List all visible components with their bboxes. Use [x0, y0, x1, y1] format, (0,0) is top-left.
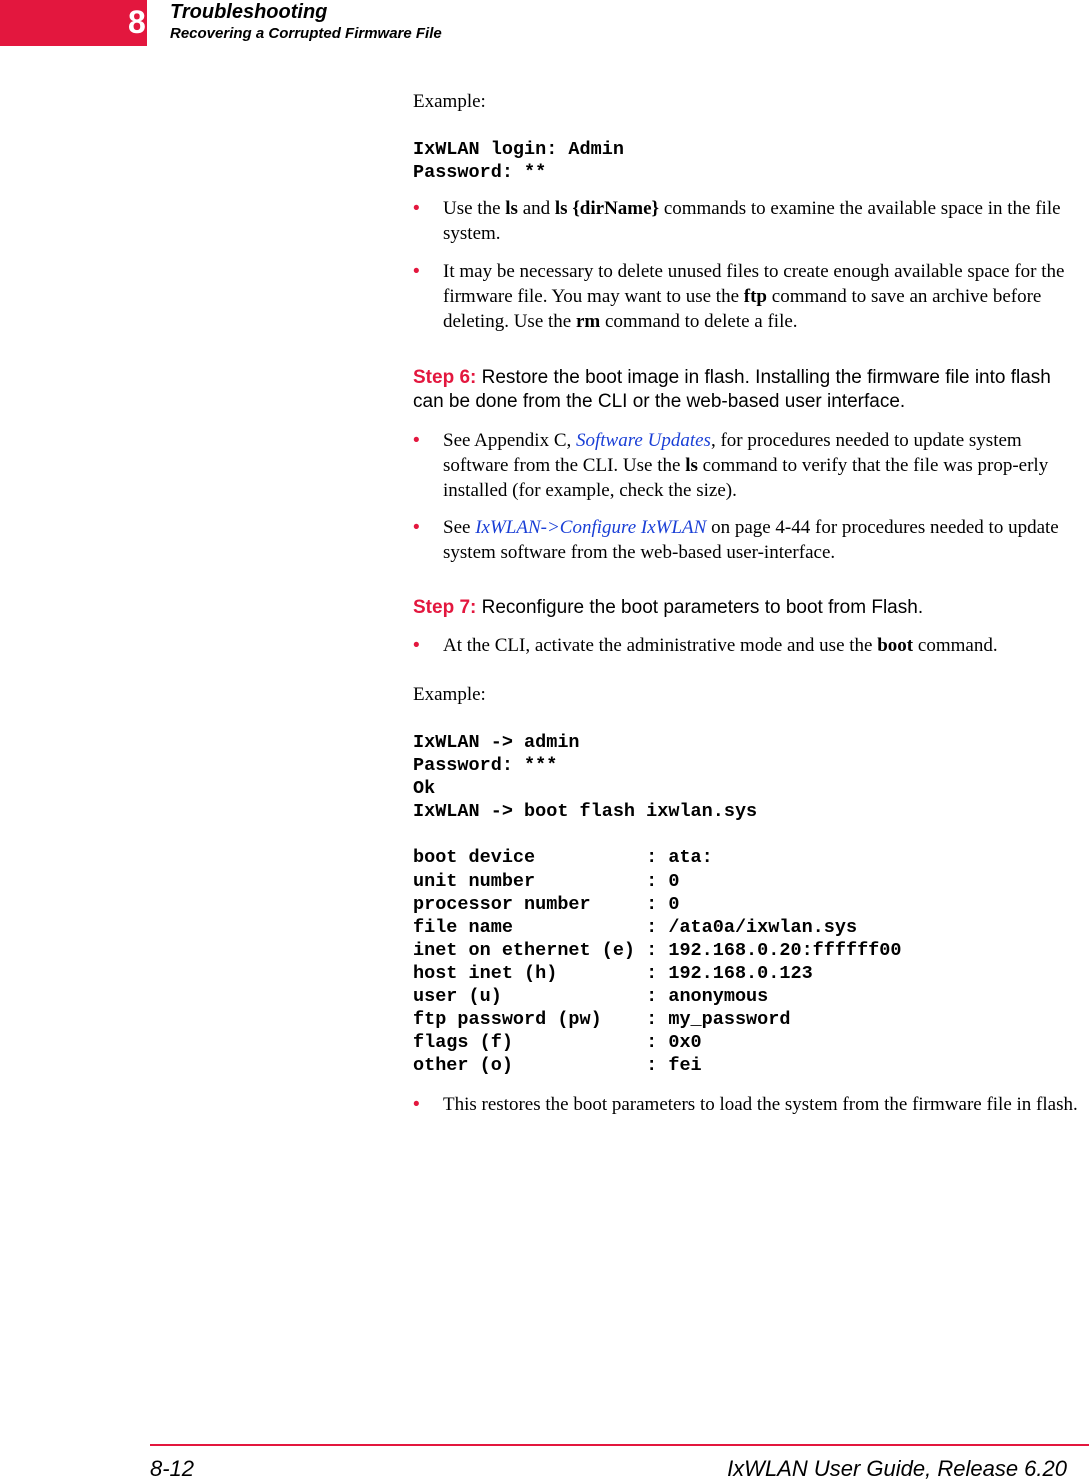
- example-label: Example:: [413, 91, 486, 112]
- list-item: • It may be necessary to delete unused files to create enough available space for the firmware file. You may want to use the ftp command to save an archive before deleting. Use the rm command to delete a file.: [413, 261, 1065, 332]
- software-updates-link[interactable]: Software Updates: [576, 430, 711, 451]
- list-item: • At the CLI, activate the administrative mode and use the boot command.: [413, 635, 998, 656]
- bullet-icon: •: [413, 635, 420, 656]
- chapter-tab: [0, 0, 147, 46]
- configure-ixwlan-link[interactable]: IxWLAN->Configure IxWLAN: [475, 517, 707, 538]
- list-item: • Use the ls and ls {dirName} commands to examine the available space in the file system.: [413, 198, 1061, 244]
- chapter-number: 8: [128, 4, 146, 40]
- footer-divider: [150, 1444, 1089, 1446]
- bullet-icon: •: [413, 1094, 420, 1115]
- header-title: Troubleshooting: [170, 1, 328, 23]
- list-item: • See IxWLAN->Configure IxWLAN on page 4-44 for procedures needed to update system software from the web-based user-interface.: [413, 517, 1059, 563]
- bullet-icon: •: [413, 261, 420, 282]
- guide-title: IxWLAN User Guide, Release 6.20: [727, 1456, 1067, 1481]
- bullet-icon: •: [413, 517, 420, 538]
- list-item: • This restores the boot parameters to load the system from the firmware file in flash.: [413, 1094, 1078, 1115]
- step-heading: Step 7: Reconfigure the boot parameters to boot from Flash.: [413, 597, 924, 618]
- code-block-boot: IxWLAN -> admin Password: *** Ok IxWLAN -> boot flash ixwlan.sys boot device : ata: unit number : 0 processor number : 0 file name : /ata0a/ixwlan.sys inet on ethernet (e) : 192.168.0.20:ffffff00 host inet (h) : 192.168.0.123 user (u) : anonymous ftp password (pw) : my_password flags (f) : 0x0 other (o) : fei: [413, 732, 902, 1077]
- bullet-icon: •: [413, 198, 420, 219]
- page-number: 8-12: [150, 1456, 195, 1481]
- list-item: • See Appendix C, Software Updates, for procedures needed to update system software from the CLI. Use the ls command to verify that the file was prop-erly installed (for example, check the size).: [413, 430, 1049, 501]
- bullet-icon: •: [413, 430, 420, 451]
- header-subtitle: Recovering a Corrupted Firmware File: [170, 25, 442, 42]
- code-block-login: IxWLAN login: Admin Password: **: [413, 139, 624, 184]
- example-label: Example:: [413, 684, 486, 705]
- step-heading: Step 6: Restore the boot image in flash. Installing the firmware file into flash can be done from the CLI or the web-based user interface.: [413, 367, 1051, 412]
